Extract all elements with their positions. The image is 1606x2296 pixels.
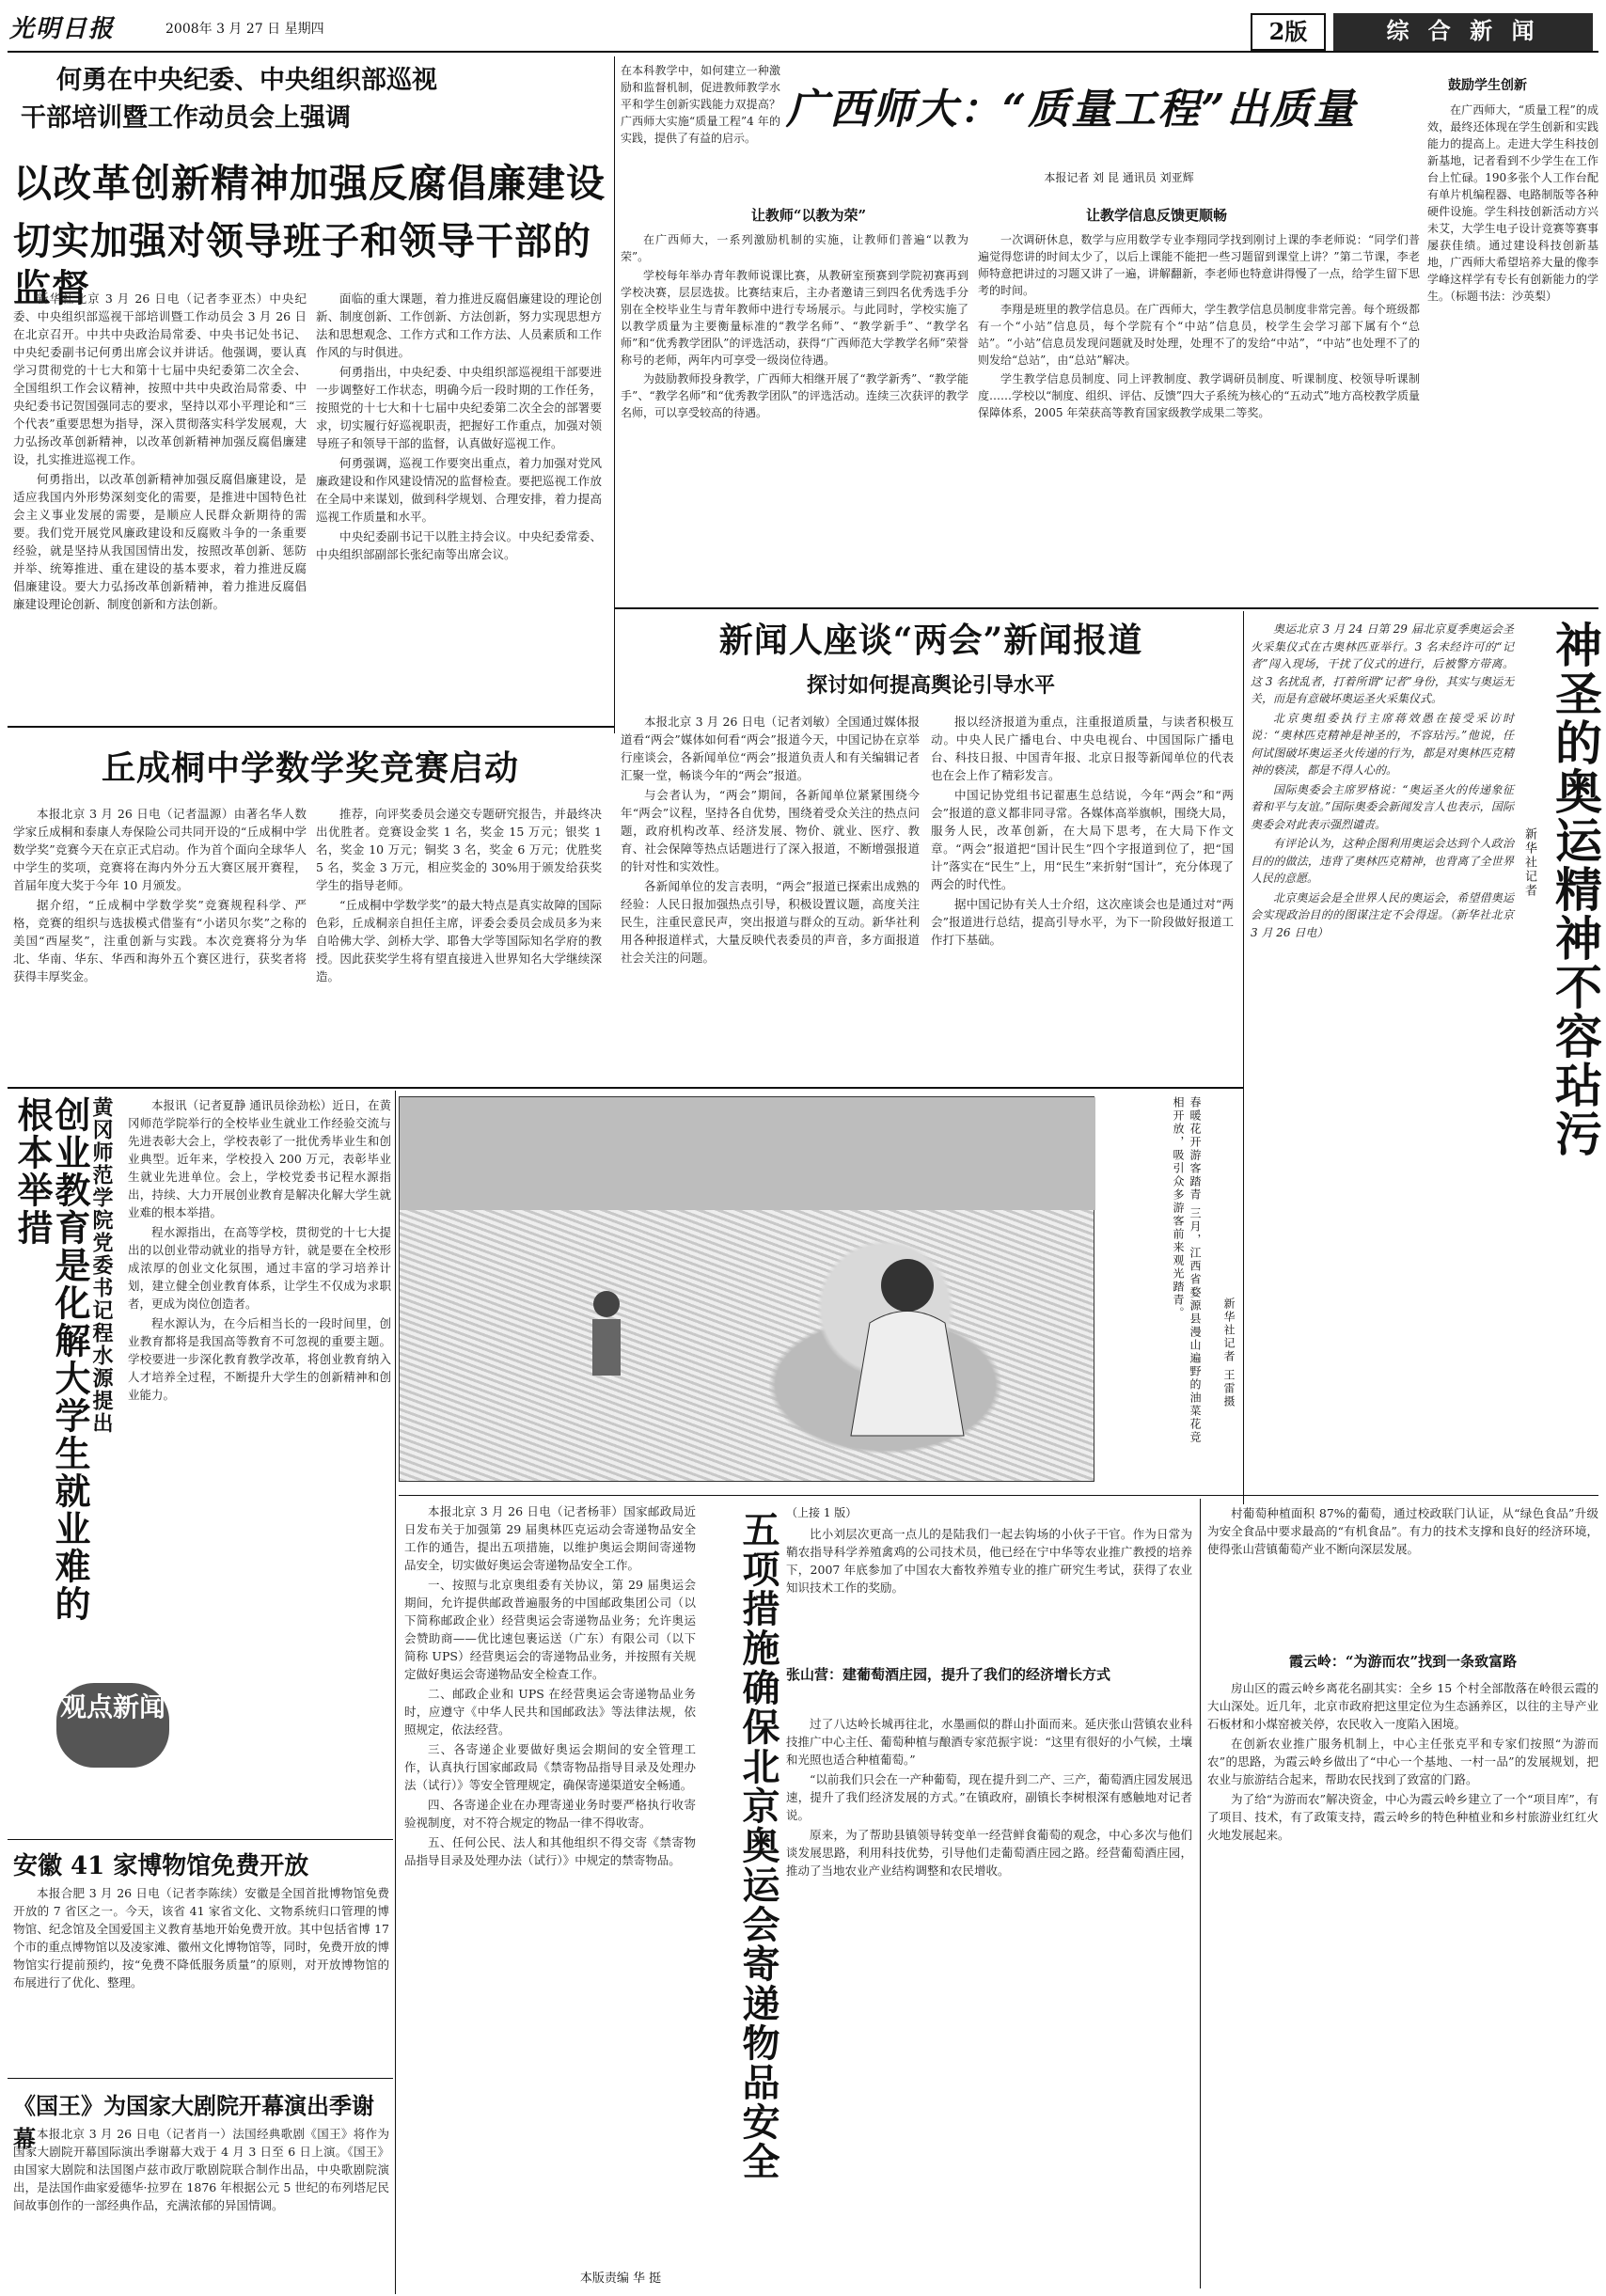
gx-para: 学生教学信息员制度、同上评教制度、教学调研员制度、听课制度、校领导听课制度……学校以“制度、组织、评估、反馈”四大子系统为核心的“五动式”地方高校教学质量保障体系，2005 年荣获高等教育国家级教学成果二等奖。 — [978, 372, 1420, 419]
hg-para: 程水源认为，在今后相当长的一段时间里，创业教育都将是我国高等教育不可忽视的重要主题。学校要进一步深化教育教学改革，将创业教育纳入人才培养全过程，不断提升大学生的创新精神和创业能力。 — [128, 1316, 391, 1402]
he-para: 何勇指出，以改革创新精神加强反腐倡廉建设，是适应我国内外形势深刻变化的需要，是推进中国特色社会主义事业发展的需要，是顺应人民群众新期待的需要。我们党开展党风廉政建设和反腐败斗争的一条重要经验，就是坚持从我国国情出发，按照改革创新、惩防并举、统筹推进、重在建设的基本要求，着力推进反腐倡廉建设。要大力弘扬改革创新精神，着力推进反腐倡廉建设理论创新、制度创新和方法创新。 — [13, 472, 307, 611]
section-rule — [615, 607, 1598, 609]
news-photo — [399, 1096, 1094, 1482]
masthead-rule — [8, 51, 1598, 53]
issue-date: 2008年 3 月 27 日 星期四 — [165, 22, 324, 37]
guowang-text: 本报北京 3 月 26 日电（记者肖一）法国经典歌剧《国王》将作为国家大剧院开幕国际演出季谢幕大戏于 4 月 3 日至 6 日上演。《国王》由国家大剧院和法国图卢兹市政厅歌剧院联合制作出品，中央歌剧院演出，是法国作曲家爱德华·拉罗在 1876 年根据公元 5 世纪的布列塔尼民间故事创作的一部经典作品，充满浓郁的异国情调。 — [13, 2127, 389, 2212]
section-rule — [8, 1839, 393, 1840]
gx-byline: 本报记者 刘 昆 通讯员 刘亚辉 — [1044, 171, 1194, 184]
section-label-box — [1333, 13, 1593, 51]
wx-para: 三、各寄递企业要做好奥运会期间的安全管理工作，认真执行国家邮政局《禁寄物品指导目录及处理办法（试行）》等安全管理规定，确保寄递渠道安全畅通。 — [404, 1742, 696, 1792]
gx-intro: 在本科教学中，如何建立一种激励和监督机制，促进教师教学水平和学生创新实践能力双提高？广西师大实施“质量工程”4 年的实践，提供了有益的启示。 — [621, 64, 780, 145]
lh-col1 — [621, 713, 920, 1089]
wx-para: 四、各寄递企业在办理寄递业务时要严格执行收寄验视制度，对不符合规定的物品一律不得收寄。 — [404, 1798, 696, 1830]
cs-para: 为了给“为游而农”解决资金，中心为霞云岭乡建立了一个“项目库”，有了项目、技术，有了政策支持，霞云岭乡的特色种植业和乡村旅游业红红火火地发展起来。 — [1207, 1792, 1598, 1842]
he-kicker-line2: 干部培训暨工作动员会上强调 — [21, 103, 351, 133]
lh-para: 中国记协党组书记翟惠生总结说，今年“两会”和“两会”报道的意义都非同寻常。各媒体高举旗帜，围绕大局，服务人民，改革创新，在大局下思考，在大局下作文章。“两会”报道把“国计民生”四个字报道到位了，把“国计”落实在“民生”上，用“民生”来折射“国计”，充分体现了两会的时代性。 — [931, 788, 1234, 891]
cs-sub1: 张山营：建葡萄酒庄园，提升了我们的经济增长方式 — [786, 1666, 1111, 1683]
he-kicker — [21, 62, 602, 137]
gx-side-title: 鼓励学生创新 — [1448, 78, 1527, 93]
gx-para: 李翔是班里的教学信息员。在广西师大，学生教学信息员制度非常完善。每个班级都有一个“小站”信息员，每个学院有个“中站”信息员，校学生会学习部下属有个“总站”。“小站”信息员发现问题就及时处理，处理不了的发给“中站”，“中站”也处理不了的则发给“总站”，由“总站”解决。 — [978, 303, 1420, 367]
wx-para: 本报北京 3 月 26 日电（记者杨菲）国家邮政局近日发布关于加强第 29 届奥林匹克运动会寄递物品安全工作的通告，提出五项措施，以维护奥运会期间寄递物品安全，切实做好奥运会寄递物品安全工作。 — [404, 1504, 696, 1572]
he-para: 何勇指出，中央纪委、中央组织部巡视组干部要进一步调整好工作状态，明确今后一段时期的工作任务，按照党的十七大和十七届中央纪委第二次全会的部署要求，切实履行好巡视职责，把握好工作重点，加强对领导班子和领导干部的监督，认真做好巡视工作。 — [316, 365, 602, 450]
col-divider — [1243, 611, 1244, 1504]
gx-para: 为鼓励教师投身教学，广西师大相继开展了“教学新秀”、“教学能手”、“教学名师”和“优秀教学团队”的评选活动。连续三次获评的教学名师，可以享受较高的待遇。 — [621, 372, 968, 419]
lh-col2 — [931, 713, 1234, 1089]
gx-side-text: 在广西师大，“质量工程”的成效，最终还体现在学生创新和实践能力的提高上。走进大学生科技创新基地，记者看到不少学生在工作台上忙碌。190多张个人工作台配有单片机编程器、电路制版等各种硬件设施。学生科技创新活动方兴未艾，大学生电子设计竞赛等赛事屡获佳绩。通过建设科技创新基地，广西师大希望培养大量的像李学峰这样学有专长有创新能力的学生。（标题书法：沙英梨） — [1427, 103, 1598, 303]
lh-para: 报以经济报道为重点，注重报道质量，与读者积极互动。中央人民广播电台、中央电视台、中国国际广播电台、科技日报、中国青年报、北京日报等新闻单位的代表也在会上作了精彩发言。 — [931, 715, 1234, 782]
he-headline-1: 以改革创新精神加强反腐倡廉建设 — [13, 161, 606, 206]
he-para: 何勇强调，巡视工作要突出重点，着力加强对党风廉政建设和作风建设情况的监督检查。要把巡视工作放在全局中来谋划，做到科学规划、合理安排，着力提高巡视工作质量和水平。 — [316, 456, 602, 524]
olympic-para: 奥运北京 3 月 24 日第 29 届北京夏季奥运会圣火采集仪式在古奥林匹亚举行。3 名未经许可的“记者”闯入现场，干扰了仪式的进行，后被警方带离。这 3 名扰乱者，打着所谓“记者”身份，其实与奥运无关，而是有意破坏奥运圣火采集仪式。 — [1251, 622, 1514, 705]
page-editor: 本版责编 华 挺 — [579, 2272, 662, 2286]
olympic-text — [1251, 621, 1514, 1504]
he-body-col1 — [13, 290, 307, 713]
qiu-para: 推荐，向评奖委员会递交专题研究报告，并最终决出优胜者。竞赛设金奖 1 名，奖金 15 万元；银奖 1 名，奖金 10 万元；铜奖 3 名，奖金 6 万元；优胜奖 5 名，奖金 3 万元，相应奖金的 30%用于颁发给获奖学生的指导老师。 — [316, 807, 602, 892]
lh-para: 与会者认为，“两会”期间，各新闻单位紧紧围绕今年“两会”议程，坚持各自优势，围绕着受众关注的热点问题，政府机构改革、经济发展、物价、就业、医疗、教育、社会保障等热点话题进行了深入报道，不断增强报道的针对性和实效性。 — [621, 788, 920, 873]
qiu-para: 据介绍，“丘成桐中学数学奖”竞赛规程科学、严格，竞赛的组织与选拔模式借鉴有“小诺贝尔奖”之称的美国“西屋奖”，注重创新与实践。本次竞赛将分为华北、华南、华东、华西和海外五个赛区进行，获奖者将获得丰厚奖金。 — [13, 898, 307, 983]
section-rule — [8, 726, 614, 728]
hg-vertical-title-a: 黄冈师范学院党委书记程水源提出 — [89, 1096, 114, 1435]
he-para: 新华社北京 3 月 26 日电（记者李亚杰）中央纪委、中央组织部巡视干部培训暨工作动员会 3 月 26 日在北京召开。中共中央政治局常委、中央书记处书记、中央纪委副书记何勇出席会议并讲话。他强调，要认真学习贯彻党的十七大和第十七届中央纪委第二次全会、全国组织工作会议精神，按照中共中央政治局常委、中央纪委书记贺国强同志的要求，坚持以邓小平理论和“三个代表”重要思想为指导，深入贯彻落实科学发展观，大力弘扬改革创新精神，以改革创新精神加强反腐倡廉建设，扎实推进巡视工作。 — [13, 291, 307, 466]
col-divider — [1200, 1499, 1201, 2288]
he-kicker-line1: 何勇在中央纪委、中央组织部巡视 — [56, 66, 437, 95]
gx-banner: 广西师大：“质量工程”出质量 — [786, 86, 1357, 134]
cs-para: 房山区的霞云岭乡离花名副其实：全乡 15 个村全部散落在岭很云霞的大山深处。近几年，北京市政府把这里定位为生态涵养区，以往的主导产业石板材和小煤窑被关停，农民收入一度陷入困境。 — [1207, 1681, 1598, 1731]
photo-illustration — [400, 1097, 1095, 1483]
section-rule — [8, 2078, 393, 2079]
cs-para: 过了八达岭长城再往北，水墨画似的群山扑面而来。延庆张山营镇农业科技推广中心主任、葡萄种植与酿酒专家范振宇说：“这里有很好的小气候，土壤和光照也适合种植葡萄。” — [786, 1717, 1192, 1767]
lh-para: 本报北京 3 月 26 日电（记者刘敏）全国通过媒体报道看“两会”媒体如何看“两会”报道今天，中国记协在京举行座谈会，各新闻单位“两会”报道负责人和有关编辑记者汇聚一堂，畅谈今年的“两会”报道。 — [621, 715, 920, 782]
wx-vertical-title: 五项措施确保北京奥运会寄递物品安全 — [736, 1510, 780, 2181]
guandian-text: 观点新闻 — [59, 1691, 165, 1722]
hg-para: 本报讯（记者夏静 通讯员徐劲松）近日，在黄冈师范学院举行的全校毕业生就业工作经验交流与先进表彰大会上，学校表彰了一批优秀毕业生和创业典型。近年来，学校投入 200 万元，表彰毕业生就业先进单位。会上，学校党委书记程水源指出，持续、大力开展创业教育是解决化解大学生就业难的根本举措。 — [128, 1098, 391, 1219]
gx-sub1: 让教师“以教为荣” — [750, 207, 867, 224]
section-rule — [399, 1495, 1598, 1496]
lh-para: 各新闻单位的发言表明，“两会”报道已探索出成熟的经验：人民日报加强热点引导，积极设置议题，高度关注民生，注重民意民声，突出报道与群众的互动。新华社利用各种报道样式，大量反映代表委员的声音，多方面报道社会关注的问题。 — [621, 879, 920, 965]
hg-vertical-title-b: 创业教育是化解大学生就业难的根本举措 — [11, 1096, 91, 1623]
gx-para: 一次调研休息，数学与应用数学专业李翔同学找到刚讨上课的李老师说：“同学们普遍觉得您讲的时间太少了，以后上课能不能把一些习题留到课堂上讲？”第二节课，李老师特意把讲过的习题又讲了一遍，讲解翻新，李老师也特意讲得慢了一点，给学生留下思考的时间。 — [978, 233, 1420, 297]
lh-para: 据中国记协有关人士介绍，这次座谈会也是通过对“两会”报道进行总结，提高引导水平，为下一阶段做好报道工作打下基础。 — [931, 897, 1234, 947]
photo-credit: 新华社记者 王雷摄 — [1222, 1297, 1236, 1408]
col-divider — [614, 56, 615, 733]
qiu-col1 — [13, 805, 307, 1077]
he-para: 面临的重大课题，着力推进反腐倡廉建设的理论创新、制度创新、工作创新、方法创新，努力实现思想方法和思想观念、工作方式和工作方法、人员素质和工作作风的与时俱进。 — [316, 291, 602, 359]
anhui-headline: 安徽 41 家博物馆免费开放 — [13, 1852, 309, 1880]
lh-headline: 新闻人座谈“两会”新闻报道 — [718, 621, 1143, 660]
wx-para: 二、邮政企业和 UPS 在经营奥运会寄递物品业务时，应遵守《中华人民共和国邮政法》等法律法规，依照规定，依法经营。 — [404, 1687, 696, 1737]
col-divider — [395, 1091, 396, 2294]
cs-right-top: 村葡萄种植面积 87%的葡萄，通过校政联门认证，从“绿色食品”升级为安全食品中要求最高的“有机食品”。有力的技术支撑和良好的经济环境，使得张山营镇葡萄产业不断向深层发展。 — [1207, 1506, 1598, 1556]
qiu-para: “丘成桐中学数学奖”的最大特点是真实故障的国际色彩，丘成桐亲自担任主席，评委会委员会成员多为来自哈佛大学、剑桥大学、耶鲁大学等国际知名学府的教授。因此获奖学生将有望直接进入世界知名大学继续深造。 — [316, 898, 602, 983]
olympic-para: 北京奥组委执行主席蒋效愚在接受采访时说：“奥林匹克精神是神圣的，不容玷污。”他说，任何试图破坏奥运圣火传递的行为，都是对奥林匹克精神的亵渎，都是不得人心的。 — [1251, 711, 1514, 777]
guowang-headline: 《国王》为国家大剧院开幕演出季谢幕 — [13, 2092, 374, 2152]
page-number: 2版 — [1268, 18, 1308, 45]
wx-para: 五、任何公民、法人和其他组织不得交寄《禁寄物品指导目录及处理办法（试行）》中规定的禁寄物品。 — [404, 1835, 696, 1867]
qiu-headline: 丘成桐中学数学奖竞赛启动 — [101, 748, 519, 788]
gx-para: 学校每年举办青年教师说课比赛，从教研室预赛到学院初赛再到学校决赛，层层选拔。比赛结束后，主办者邀请三到四名优秀选手分别在全校毕业生与青年教师中进行专场展示。与此同时，学校实施了以教学质量为主要衡量标准的“教学名师”、“教学新手”、“教学名师”和“优秀教学团队”的评选活动，获得“广西师范大学教学名师”荣誉称号的老师，两年内可享受一级岗位待遇。 — [621, 269, 968, 367]
cs-para: “以前我们只会在一产种葡萄，现在提升到二产、三产，葡萄酒庄园发展迅速，提升了我们经济发展的方式。”在镇政府，副镇长李树根深有感触地对记者说。 — [786, 1772, 1192, 1822]
qiu-para: 本报北京 3 月 26 日电（记者温源）由著名华人数学家丘成桐和泰康人寿保险公司共同开设的“丘成桐中学数学奖”竞赛今天在京正式启动。作为首个面向全球华人中学生的奖项，竞赛将在海内外分五大赛区展开赛程，首届年度大奖于今年 10 月颁发。 — [13, 807, 307, 892]
section-label: 综 合 新 闻 — [1386, 17, 1540, 44]
gx-sub2: 让教学信息反馈更顺畅 — [1085, 207, 1227, 224]
lh-subhead: 探讨如何提高舆论引导水平 — [806, 673, 1055, 698]
photo-caption: 春暖花开游客踏青 三月，江西省婺源县漫山遍野的油菜花竞相开放，吸引众多游客前来观光踏青。 — [1172, 1096, 1202, 1444]
section-rule — [8, 1087, 1243, 1089]
olympic-vertical-title: 神圣的奥运精神不容玷污 — [1548, 621, 1603, 1158]
olympic-para: 北京奥运会是全世界人民的奥运会，希望借奥运会实现政治目的的图谋注定不会得逞。（新华社北京 3 月 26 日电） — [1251, 890, 1514, 939]
cs-text3 — [1207, 1679, 1598, 2281]
paper-name: 光明日报 — [9, 15, 116, 43]
cs-text2 — [786, 1715, 1192, 2260]
cs-cont: （上接 1 版） — [786, 1506, 858, 1519]
cs-sub2: 霞云岭：“为游而农”找到一条致富路 — [1288, 1653, 1518, 1670]
hg-body — [128, 1096, 391, 1773]
qiu-col2 — [316, 805, 602, 1077]
anhui-text: 本报合肥 3 月 26 日电（记者李陈续）安徽是全国首批博物馆免费开放的 7 省区之一。今天，该省 41 家省文化、文物系统归口管理的博物馆、纪念馆及全国爱国主义教育基地开始免费开放。其中包括省博 17 个市的重点博物馆以及凌家滩、徽州文化博物馆等，同时，免费开放的博物馆实行提前预约，按“免费不降低服务质量”的原则，对开放博物馆的布展进行了优化、整理。 — [13, 1886, 390, 1989]
he-body-col2 — [316, 290, 602, 713]
page-number-box — [1251, 13, 1326, 51]
olympic-vertical-byline: 新华社记者 — [1522, 827, 1536, 898]
gx-para: 在广西师大，一系列激励机制的实施，让教师们普遍“以教为荣”。 — [621, 233, 968, 263]
hg-para: 程水源指出，在高等学校，贯彻党的十七大提出的以创业带动就业的指导方针，就是要在全校形成浓厚的创业文化氛围，通过丰富的学习培养计划，建立健全创业教育体系，让学生不仅成为求职者，更成为岗位创造者。 — [128, 1225, 391, 1311]
cs-text1: 比小刘层次更高一点儿的是陆我们一起去钩场的小伙子干官。作为日常为鞘农指导科学养殖禽鸡的公司技术员，他已经在宁中华等农业推广教授的培养下，2007 年底参加了中国农大畜牧养殖专业的推广研究生考试，获得了农业知识技术工作的奖励。 — [786, 1527, 1192, 1595]
guandian-badge — [56, 1683, 169, 1768]
cs-para: 原来，为了帮助县镇领导转变单一经营鲜食葡萄的观念，中心多次与他们谈发展思路，利用科技优势，引导他们走葡萄酒庄园之路。经营葡萄酒庄园，推动了当地农业产业结构调整和农民增收。 — [786, 1828, 1192, 1878]
olympic-para: 有评论认为，这种企图利用奥运会达到个人政治目的的做法，违背了奥林匹克精神，也背离了全世界人民的意愿。 — [1251, 837, 1514, 885]
olympic-para: 国际奥委会主席罗格说：“奥运圣火的传递象征着和平与友谊。”国际奥委会新闻发言人也表示，国际奥委会对此表示强烈谴责。 — [1251, 782, 1514, 831]
he-headline-2: 切实加强对领导班子和领导干部的监督 — [13, 219, 591, 310]
cs-para: 在创新农业推广服务机制上，中心主任张克平和专家们按照“为游而农”的思路，为霞云岭乡做出了“中心一个基地、一村一品”的发展规划，把农业与旅游结合起来，帮助农民找到了致富的门路。 — [1207, 1737, 1598, 1786]
wx-body — [404, 1502, 696, 2255]
he-para: 中央纪委副书记干以胜主持会议。中央纪委常委、中央组织部副部长张纪南等出席会议。 — [316, 529, 602, 561]
wx-para: 一、按照与北京奥组委有关协议，第 29 届奥运会期间，允许提供邮政普遍服务的中国邮政集团公司（以下简称邮政企业）经营奥运会寄递物品业务；允许奥运会赞助商——优比速包裹运送（广东）有限公司（以下简称 UPS）经营奥运会的寄递物品业务，并按照有关规定做好奥运会寄递物品安全检查工作。 — [404, 1578, 696, 1681]
